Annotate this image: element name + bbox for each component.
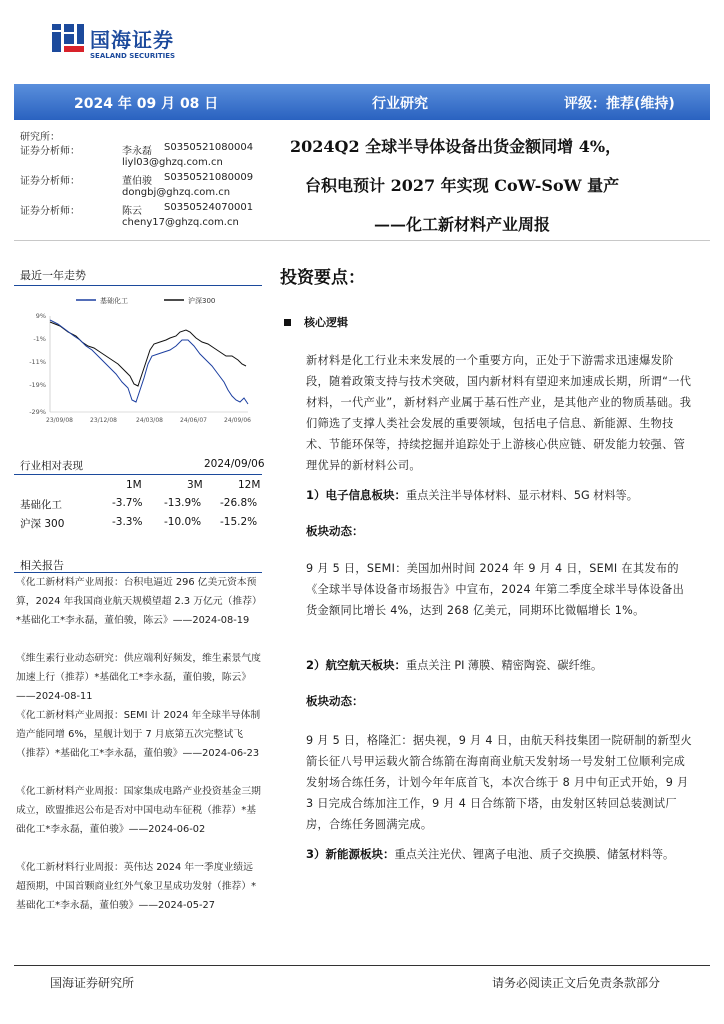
cell-1m: -3.7% <box>112 497 143 509</box>
cell-3m: -10.0% <box>164 516 202 528</box>
divider <box>14 285 262 286</box>
analyst-role: 证券分析师： <box>20 206 80 217</box>
analyst-email[interactable]: liyl03@ghzq.com.cn <box>122 157 223 168</box>
intro-paragraph: 新材料是化工行业未来发展的一个重要方向，正处于下游需求迅速爆发阶段，随着政策支持与技术突破，国内新材料有望迎来加速成长期，所谓“一代材料，一代产业”，新材料产业属于基石性产业，是其他产业的物质基础。我们筛选了支撑人类社会发展的重要领域，包括电子信息、新能源、生物技术、节能环保等，持续挖掘并追踪处于上游核心供应链、研发能力较强、管理优异的新材料公司。 <box>306 354 692 472</box>
report-date: 2024 年 09 月 08 日 <box>74 96 219 112</box>
legend-hs300: 沪深300 <box>188 297 216 305</box>
header-banner <box>14 84 710 120</box>
row-name: 基础化工 <box>20 499 62 511</box>
x-tick: 24/03/08 <box>136 417 163 424</box>
report-rating: 评级：推荐(维持) <box>564 96 675 112</box>
section-title: 3）新能源板块： <box>306 847 395 861</box>
institute-label: 研究所： <box>20 132 60 143</box>
analyst-license: S0350521080009 <box>164 172 254 183</box>
footer-left: 国海证券研究所 <box>50 976 135 990</box>
analyst-license: S0350521080004 <box>164 142 254 153</box>
performance-heading: 行业相对表现 <box>20 460 83 472</box>
analyst-email[interactable]: cheny17@ghzq.com.cn <box>122 217 239 228</box>
report-item[interactable]: 《化工新材料产业周报：SEMI 计 2024 年全球半导体制造产能同增 6%，星舰计划于 7 月底第五次完整试飞（推荐）*基础化工*李永磊，董伯骏》——2024-06-23 <box>16 710 261 759</box>
col-header: 12M <box>238 479 261 491</box>
section-text: 重点关注半导体材料、显示材料、5G 材料等。 <box>406 489 638 502</box>
chem-series <box>50 320 248 404</box>
footer-divider <box>14 965 710 966</box>
analyst-email[interactable]: dongbj@ghzq.com.cn <box>122 187 231 198</box>
section-aerospace <box>306 657 602 673</box>
cell-1m: -3.3% <box>112 516 143 528</box>
section-title: 2）航空航天板块： <box>306 658 407 672</box>
y-tick: -29% <box>29 408 46 416</box>
analyst-role: 证券分析师： <box>20 176 80 187</box>
x-tick: 23/12/08 <box>90 417 117 424</box>
x-tick: 24/06/07 <box>180 417 207 424</box>
report-item[interactable]: 《化工新材料产业周报：台积电逼近 296 亿美元资本预算，2024 年我国商业航天规模望超 2.3 万亿元（推荐）*基础化工*李永磊，董伯骏，陈云》——2024-08-19 <box>16 577 262 626</box>
analyst-license: S0350524070001 <box>164 202 254 213</box>
logo-english-name: SEALAND SECURITIES <box>90 52 176 60</box>
dynamics-paragraph: 9 月 5 日，格隆汇：据央视，9 月 4 日，由航天科技集团一院研制的新型火箭长征八号甲运载火箭合练箭在海南商业航天发射场一号发射工位顺利完成发射场合练任务，计划今年年底首飞，本次合练于 8 月中旬正式开始，9 月 3 日完成合练加注工作，9 月 4 日合练箭下塔，由发射区转回总装测试厂房，合练任务圆满完成。 <box>306 734 692 831</box>
report-item[interactable]: 《维生素行业动态研究：供应端利好频发，维生素景气度加速上行（推荐）*基础化工*李永磊，董伯骏，陈云》——2024-08-11 <box>16 653 261 702</box>
trend-chart <box>20 290 260 430</box>
dynamics-paragraph: 9 月 5 日，SEMI：美国加州时间 2024 年 9 月 4 日，SEMI 在其发布的《全球半导体设备市场报告》中宣布，2024 年第二季度全球半导体设备出货金额同比增长 4%，达到 268 亿美元，同期环比微幅增长 1%。 <box>306 562 685 617</box>
title-line-2: 台积电预计 2027 年实现 CoW-SoW 量产 <box>305 176 620 195</box>
row-name: 沪深 300 <box>20 518 65 530</box>
y-tick: 9% <box>35 312 46 320</box>
y-tick: -1% <box>33 335 46 343</box>
col-header: 1M <box>126 479 142 491</box>
analyst-name: 陈云 <box>122 206 142 217</box>
analyst-name: 李永磊 <box>122 146 152 157</box>
legend-chem: 基础化工 <box>100 297 128 305</box>
section-text: 重点关注 PI 薄膜、精密陶瓷、碳纤维。 <box>406 659 603 672</box>
sealand-logo-icon <box>50 22 86 56</box>
reports-heading: 相关报告 <box>20 559 64 572</box>
title-line-3: ——化工新材料产业周报 <box>374 215 551 234</box>
bullet-icon <box>284 319 291 326</box>
analyst-name: 董伯骏 <box>122 176 152 187</box>
section-new-energy <box>306 844 694 865</box>
x-tick: 24/09/06 <box>224 417 251 424</box>
cell-12m: -15.2% <box>220 516 258 528</box>
logo-chinese-name: 国海证券 <box>90 28 174 52</box>
trend-heading: 最近一年走势 <box>20 269 86 282</box>
core-logic-label: 核心逻辑 <box>304 316 348 329</box>
footer-disclaimer[interactable]: 请务必阅读正文后免责条款部分 <box>492 976 661 990</box>
x-tick: 23/09/08 <box>46 417 73 424</box>
section-title: 1）电子信息板块： <box>306 488 407 502</box>
report-item[interactable]: 《化工新材料产业周报：国家集成电路产业投资基金三期成立，欧盟推迟公布是否对中国电动车征税（推荐）*基础化工*李永磊，董伯骏》——2024-06-02 <box>16 786 261 835</box>
col-header: 3M <box>187 479 203 491</box>
dynamics-label: 板块动态： <box>306 694 364 708</box>
report-item[interactable]: 《化工新材料行业周报：英伟达 2024 年一季度业绩远超预期，中国首颗商业红外气象卫星成功发射（推荐）*基础化工*李永磊，董伯骏》——2024-05-27 <box>16 862 257 911</box>
report-category: 行业研究 <box>372 96 428 112</box>
y-tick: -19% <box>29 381 46 389</box>
divider <box>14 240 710 241</box>
y-tick: -11% <box>29 358 46 366</box>
hs300-series <box>50 322 246 386</box>
analyst-role: 证券分析师： <box>20 146 80 157</box>
performance-date: 2024/09/06 <box>204 458 265 470</box>
divider <box>14 474 262 475</box>
section-electronics <box>306 487 638 503</box>
cell-3m: -13.9% <box>164 497 202 509</box>
cell-12m: -26.8% <box>220 497 258 509</box>
brand-logo <box>50 22 190 72</box>
section-text: 重点关注光伏、锂离子电池、质子交换膜、储氢材料等。 <box>394 848 675 861</box>
investment-heading: 投资要点： <box>280 268 365 288</box>
title-line-1: 2024Q2 全球半导体设备出货金额同增 4%， <box>290 137 622 156</box>
dynamics-label: 板块动态： <box>306 524 364 538</box>
